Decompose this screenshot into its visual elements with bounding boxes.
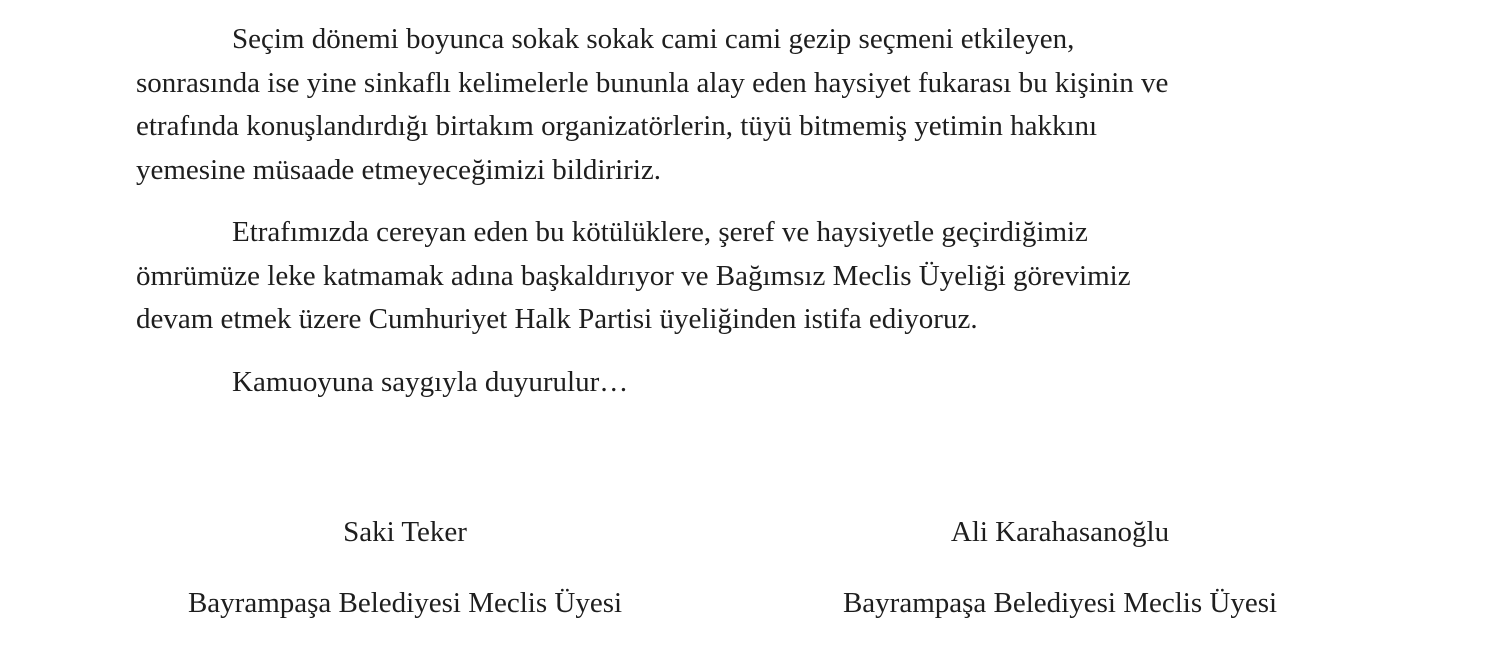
text-line: etrafında konuşlandırdığı birtakım organizatörlerin, tüyü bitmemiş yetimin hakkını — [136, 110, 1098, 142]
signature-block-left — [136, 512, 674, 623]
signatory-title: Bayrampaşa Belediyesi Meclis Üyesi — [187, 587, 623, 619]
signatory-name: Saki Teker — [343, 516, 467, 548]
text-line: ömrümüze leke katmamak adına başkaldırıyor ve Bağımsız Meclis Üyeliği görevimiz — [136, 259, 1131, 292]
signature-block-right — [790, 512, 1330, 623]
letter-body — [136, 18, 1366, 404]
paragraph-2 — [136, 211, 1366, 342]
signatory-title: Bayrampaşa Belediyesi Meclis Üyesi — [842, 587, 1278, 619]
text-line: Etrafımızda cereyan eden bu kötülüklere, şeref ve haysiyetle geçirdiğimiz — [232, 216, 1088, 248]
closing-line: Kamuoyuna saygıyla duyurulur… — [232, 365, 629, 398]
text-line: devam etmek üzere Cumhuriyet Halk Partisi üyeliğinden istifa ediyoruz. — [136, 303, 978, 335]
signatory-name: Ali Karahasanoğlu — [950, 516, 1170, 548]
text-line: yemesine müsaade etmeyeceğimizi bildiririz. — [136, 153, 662, 186]
paragraph-1 — [136, 18, 1366, 192]
text-line: sonrasında ise yine sinkaflı kelimelerle bununla alay eden haysiyet fukarası bu kişinin ve — [136, 66, 1169, 99]
text-line: Seçim dönemi boyunca sokak sokak cami cami gezip seçmeni etkileyen, — [232, 23, 1075, 55]
